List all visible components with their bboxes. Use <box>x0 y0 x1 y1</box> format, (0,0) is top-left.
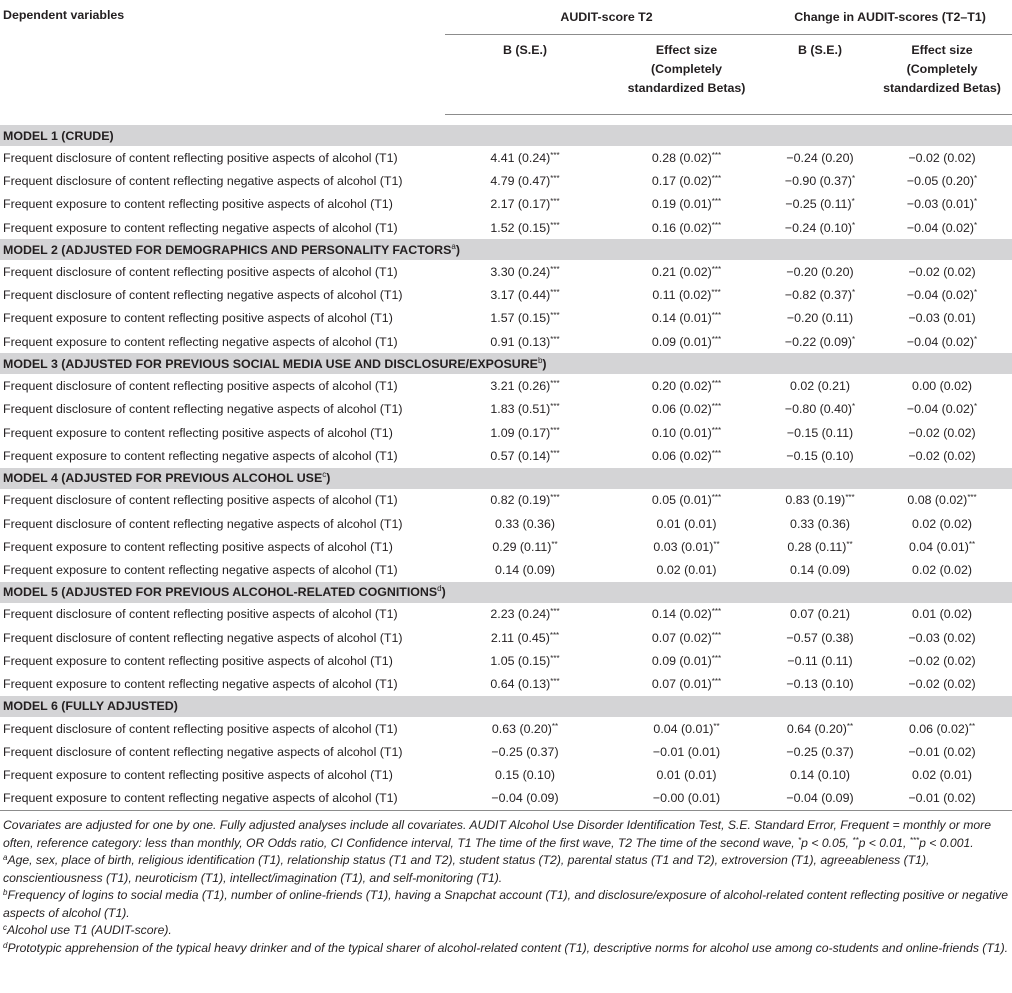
table-row <box>0 649 1012 672</box>
b-se-change-value: −0.82 (0.37)* <box>784 288 856 303</box>
b-se-value: 1.05 (0.15)*** <box>490 653 560 668</box>
significance-marker: * <box>852 173 856 183</box>
row-label: Frequent disclosure of content reflecting positive aspects of alcohol (T1) <box>3 721 398 736</box>
effect-size-value: −0.01 (0.01) <box>652 744 721 759</box>
row-label: Frequent disclosure of content reflecting negative aspects of alcohol (T1) <box>3 744 403 759</box>
b-se-value: 3.21 (0.26)*** <box>490 379 560 394</box>
model-header-row <box>0 696 1012 717</box>
effect-size-value: 0.10 (0.01)*** <box>651 425 722 440</box>
row-label: Frequent disclosure of content reflecting positive aspects of alcohol (T1) <box>3 607 398 622</box>
change-audit-header: Change in AUDIT-scores (T2–T1) <box>768 0 1012 35</box>
b-se-change-value: −0.24 (0.10)* <box>784 220 856 235</box>
row-label: Frequent disclosure of content reflecting negative aspects of alcohol (T1) <box>3 288 403 303</box>
model-header-row <box>0 125 1012 146</box>
table-row <box>0 764 1012 787</box>
significance-marker: * <box>974 334 978 344</box>
table-footnotes <box>0 811 1012 957</box>
row-label: Frequent disclosure of content reflecting positive aspects of alcohol (T1) <box>3 150 398 165</box>
significance-marker: *** <box>711 311 722 321</box>
effect-size-change-value: −0.02 (0.02) <box>908 425 976 440</box>
b-se-change-value: 0.28 (0.11)** <box>787 539 853 554</box>
effect-size-change-value: −0.02 (0.02) <box>908 448 976 463</box>
row-label: Frequent exposure to content reflecting positive aspects of alcohol (T1) <box>3 539 393 554</box>
effect-size-header-1: Effect size (Completely standardized Betas) <box>605 35 768 115</box>
significance-marker: *** <box>711 173 722 183</box>
audit-score-t2-header: AUDIT-score T2 <box>445 0 768 35</box>
footnote-d: $^d$Prototypic apprehension of the typical heavy drinker and of the typical sharer of alcohol-related content (T1), descriptive norms for alcohol use among co-students and online-friends (T1). <box>3 940 1009 955</box>
b-se-change-value: −0.25 (0.11)* <box>785 197 855 212</box>
significance-marker: *** <box>549 630 560 640</box>
significance-marker: *** <box>550 653 560 663</box>
effect-size-value: 0.07 (0.02)*** <box>651 630 722 645</box>
significance-marker: *** <box>711 630 722 640</box>
b-se-value: 0.82 (0.19)*** <box>490 493 560 508</box>
model-title: MODEL 4 (ADJUSTED FOR PREVIOUS ALCOHOL USE$^c$) <box>0 468 1012 489</box>
significance-marker: ** <box>968 539 976 549</box>
significance-marker: *** <box>711 677 722 687</box>
table-row <box>0 260 1012 283</box>
table-row <box>0 787 1012 811</box>
effect-size-change-value: −0.04 (0.02)* <box>906 402 978 417</box>
b-se-change-value: −0.13 (0.10) <box>786 677 854 692</box>
table-row <box>0 626 1012 649</box>
b-se-header-2: B (S.E.) <box>768 35 872 115</box>
table-row <box>0 740 1012 763</box>
model-title: MODEL 2 (ADJUSTED FOR DEMOGRAPHICS AND PERSONALITY FACTORS$^a$) <box>0 239 1012 260</box>
significance-marker: *** <box>550 402 560 412</box>
b-se-value: 0.15 (0.10) <box>495 768 555 783</box>
table-row <box>0 512 1012 535</box>
b-se-change-value: −0.80 (0.40)* <box>784 402 856 417</box>
significance-marker: *** <box>711 653 722 663</box>
significance-marker: *** <box>550 448 560 458</box>
b-se-change-value: −0.20 (0.20) <box>786 264 854 279</box>
b-se-change-value: 0.02 (0.21) <box>790 379 850 394</box>
effect-size-change-value: 0.02 (0.02) <box>912 516 972 531</box>
significance-marker: ** <box>551 721 559 731</box>
effect-size-value: 0.01 (0.01) <box>656 768 717 783</box>
effect-size-change-value: −0.02 (0.02) <box>908 264 976 279</box>
effect-size-value: 0.07 (0.01)*** <box>651 677 722 692</box>
row-label: Frequent exposure to content reflecting negative aspects of alcohol (T1) <box>3 677 398 692</box>
table-row <box>0 558 1012 581</box>
b-se-value: 0.57 (0.14)*** <box>490 448 560 463</box>
significance-marker: *** <box>711 150 722 160</box>
effect-size-change-value: −0.03 (0.01) <box>908 311 976 326</box>
b-se-change-value: −0.11 (0.11) <box>787 653 853 668</box>
b-se-value: 4.41 (0.24)*** <box>490 150 560 165</box>
model-header-row <box>0 353 1012 374</box>
row-label: Frequent exposure to content reflecting negative aspects of alcohol (T1) <box>3 220 398 235</box>
effect-size-value: 0.03 (0.01)** <box>653 539 720 554</box>
effect-size-value: 0.16 (0.02)*** <box>651 220 722 235</box>
b-se-value: −0.25 (0.37) <box>491 744 559 759</box>
b-se-value: −0.04 (0.09) <box>445 787 605 811</box>
b-se-change-value: −0.57 (0.38) <box>786 630 854 645</box>
effect-size-change-value: 0.08 (0.02)*** <box>907 493 977 508</box>
significance-marker: *** <box>550 264 560 274</box>
effect-size-value: 0.09 (0.01)*** <box>651 334 722 349</box>
table-row <box>0 146 1012 169</box>
row-label: Frequent exposure to content reflecting negative aspects of alcohol (T1) <box>3 334 398 349</box>
b-se-value: 3.30 (0.24)*** <box>490 264 560 279</box>
b-se-header-1: B (S.E.) <box>445 35 605 115</box>
significance-marker: *** <box>550 150 560 160</box>
row-label: Frequent disclosure of content reflecting positive aspects of alcohol (T1) <box>3 379 398 394</box>
table-row <box>0 374 1012 397</box>
significance-marker: *** <box>711 379 722 389</box>
b-se-value: 2.11 (0.45)*** <box>490 630 560 645</box>
model-title: MODEL 3 (ADJUSTED FOR PREVIOUS SOCIAL MEDIA USE AND DISCLOSURE/EXPOSURE$^b$) <box>0 353 1012 374</box>
effect-size-value: 0.05 (0.01)*** <box>651 493 722 508</box>
dependent-variables-header: Dependent variables <box>3 8 125 22</box>
table-row <box>0 398 1012 421</box>
effect-size-change-value: −0.03 (0.01)* <box>906 197 978 212</box>
significance-marker: * <box>852 288 856 298</box>
b-se-value: 3.17 (0.44)*** <box>490 288 560 303</box>
row-label: Frequent exposure to content reflecting positive aspects of alcohol (T1) <box>3 425 393 440</box>
row-label: Frequent disclosure of content reflecting positive aspects of alcohol (T1) <box>3 493 398 508</box>
header-row-groups <box>0 0 1012 35</box>
b-se-value: 0.63 (0.20)** <box>491 721 559 736</box>
significance-marker: *** <box>550 220 560 230</box>
effect-size-value: 0.19 (0.01)*** <box>651 197 722 212</box>
effect-size-change-value: −0.01 (0.02) <box>908 744 976 759</box>
significance-marker: *** <box>711 288 721 298</box>
model-header-row <box>0 582 1012 603</box>
significance-marker: ** <box>846 539 853 549</box>
effect-size-value: 0.11 (0.02)*** <box>652 288 721 303</box>
significance-marker: *** <box>550 677 560 687</box>
significance-marker: ** <box>846 721 854 731</box>
significance-marker: *** <box>711 197 722 207</box>
footnote-main: Covariates are adjusted for one by one. Fully adjusted analyses include all covariates. AUDIT Alcohol Use Disorder Identification Test, S.E. Standard Error, Frequent = monthly or more often, reference category: less than monthly, OR Odds ratio, CI Confidence interval, T1 The time of the first wave, T2 The time of the second wave, *p < 0.05, **p < 0.01, ***p < 0.001. <box>3 818 992 850</box>
row-label: Frequent exposure to content reflecting negative aspects of alcohol (T1) <box>3 563 398 578</box>
b-se-change-value: 0.64 (0.20)** <box>786 721 854 736</box>
b-se-change-value: 0.07 (0.21) <box>790 607 850 622</box>
effect-size-change-value: −0.04 (0.02)* <box>906 220 978 235</box>
b-se-value: 0.64 (0.13)*** <box>490 677 560 692</box>
significance-marker: *** <box>711 334 722 344</box>
table-row <box>0 603 1012 626</box>
b-se-change-value: −0.04 (0.09) <box>768 787 872 811</box>
effect-size-change-value: 0.02 (0.01) <box>912 768 972 783</box>
significance-marker: * <box>974 197 978 207</box>
table-row <box>0 421 1012 444</box>
significance-marker: *** <box>711 220 722 230</box>
significance-marker: ** <box>713 539 720 549</box>
b-se-value: 1.52 (0.15)*** <box>490 220 560 235</box>
effect-size-value: 0.06 (0.02)*** <box>651 448 722 463</box>
effect-size-value: 0.21 (0.02)*** <box>651 264 722 279</box>
table-row <box>0 193 1012 216</box>
effect-size-change-value: 0.02 (0.02) <box>912 563 972 578</box>
row-label: Frequent disclosure of content reflecting positive aspects of alcohol (T1) <box>3 264 398 279</box>
row-label: Frequent exposure to content reflecting positive aspects of alcohol (T1) <box>3 768 393 783</box>
b-se-change-value: −0.22 (0.09)* <box>784 334 856 349</box>
b-se-change-value: −0.15 (0.10) <box>786 448 854 463</box>
significance-marker: *** <box>550 197 560 207</box>
row-label: Frequent exposure to content reflecting positive aspects of alcohol (T1) <box>3 311 393 326</box>
effect-size-change-value: −0.02 (0.02) <box>908 150 976 165</box>
effect-size-value: 0.28 (0.02)*** <box>651 150 722 165</box>
effect-size-change-value: 0.06 (0.02)** <box>908 721 976 736</box>
table-row <box>0 216 1012 239</box>
effect-size-value: 0.06 (0.02)*** <box>651 402 722 417</box>
significance-marker: *** <box>550 607 560 617</box>
row-label: Frequent exposure to content reflecting positive aspects of alcohol (T1) <box>3 197 393 212</box>
table-row <box>0 330 1012 353</box>
b-se-change-value: −0.90 (0.37)* <box>784 173 856 188</box>
b-se-value: 0.14 (0.09) <box>495 563 555 578</box>
b-se-change-value: −0.25 (0.37) <box>786 744 854 759</box>
model-title: MODEL 1 (CRUDE) <box>0 125 1012 146</box>
effect-size-change-value: 0.01 (0.02) <box>912 607 972 622</box>
effect-size-value: 0.09 (0.01)*** <box>651 653 722 668</box>
effect-size-change-value: −0.05 (0.20)* <box>906 173 978 188</box>
row-label: Frequent disclosure of content reflecting negative aspects of alcohol (T1) <box>3 516 403 531</box>
row-label: Frequent exposure to content reflecting negative aspects of alcohol (T1) <box>0 787 445 811</box>
row-label: Frequent exposure to content reflecting positive aspects of alcohol (T1) <box>3 653 393 668</box>
table-row <box>0 169 1012 192</box>
significance-marker: * <box>974 173 978 183</box>
significance-marker: *** <box>550 334 560 344</box>
b-se-change-value: 0.14 (0.10) <box>790 768 850 783</box>
b-se-change-value: −0.24 (0.20) <box>786 150 854 165</box>
b-se-change-value: 0.33 (0.36) <box>790 516 850 531</box>
row-label: Frequent disclosure of content reflecting negative aspects of alcohol (T1) <box>3 402 403 417</box>
effect-size-value: 0.14 (0.02)*** <box>651 607 722 622</box>
significance-marker: *** <box>711 264 722 274</box>
b-se-value: 0.91 (0.13)*** <box>490 334 560 349</box>
significance-marker: * <box>852 402 856 412</box>
effect-size-change-value: −0.04 (0.02)* <box>906 288 978 303</box>
significance-marker: ** <box>551 539 558 549</box>
table-row <box>0 444 1012 467</box>
model-title: MODEL 5 (ADJUSTED FOR PREVIOUS ALCOHOL-RELATED COGNITIONS$^d$) <box>0 582 1012 603</box>
model-header-row <box>0 239 1012 260</box>
significance-marker: *** <box>711 607 722 617</box>
row-label: Frequent exposure to content reflecting negative aspects of alcohol (T1) <box>3 448 398 463</box>
row-label: Frequent disclosure of content reflecting negative aspects of alcohol (T1) <box>3 630 403 645</box>
significance-marker: * <box>974 220 978 230</box>
significance-marker: * <box>851 197 855 207</box>
effect-size-change-value: 0.04 (0.01)** <box>908 539 976 554</box>
b-se-value: 1.57 (0.15)*** <box>490 311 560 326</box>
table-row <box>0 283 1012 306</box>
effect-size-change-value: 0.00 (0.02) <box>912 379 972 394</box>
significance-marker: *** <box>550 493 560 503</box>
effect-size-value: 0.04 (0.01)** <box>653 721 720 736</box>
b-se-value: 1.83 (0.51)*** <box>490 402 560 417</box>
significance-marker: *** <box>711 425 722 435</box>
significance-marker: *** <box>711 448 722 458</box>
b-se-value: 0.33 (0.36) <box>495 516 555 531</box>
b-se-change-value: 0.14 (0.09) <box>790 563 850 578</box>
significance-marker: *** <box>711 402 722 412</box>
table-row <box>0 307 1012 330</box>
significance-marker: *** <box>967 493 977 503</box>
b-se-value: 1.09 (0.17)*** <box>490 425 560 440</box>
b-se-change-value: −0.15 (0.11) <box>786 425 854 440</box>
b-se-value: 2.23 (0.24)*** <box>490 607 560 622</box>
model-header-row <box>0 468 1012 489</box>
significance-marker: * <box>974 402 978 412</box>
footnote-b: $^b$Frequency of logins to social media (T1), number of online-friends (T1), having a Snapchat account (T1), and disclosure/exposure of alcohol-related content reflecting positive or negative aspects of alcohol (T1). <box>3 888 1009 920</box>
effect-size-value: 0.14 (0.01)*** <box>651 311 722 326</box>
significance-marker: ** <box>713 721 720 731</box>
significance-marker: *** <box>550 425 560 435</box>
significance-marker: * <box>852 334 856 344</box>
b-se-value: 0.29 (0.11)** <box>492 539 558 554</box>
effect-size-change-value: −0.01 (0.02) <box>872 787 1012 811</box>
effect-size-value: 0.17 (0.02)*** <box>651 173 722 188</box>
significance-marker: *** <box>550 379 560 389</box>
table-row <box>0 673 1012 696</box>
effect-size-change-value: −0.02 (0.02) <box>908 677 976 692</box>
footnote-c: $^c$Alcohol use T1 (AUDIT-score). <box>3 923 172 938</box>
effect-size-change-value: −0.04 (0.02)* <box>906 334 978 349</box>
significance-marker: *** <box>845 493 855 503</box>
row-label: Frequent disclosure of content reflecting negative aspects of alcohol (T1) <box>3 173 403 188</box>
b-se-value: 4.79 (0.47)*** <box>490 173 560 188</box>
effect-size-value: −0.00 (0.01) <box>605 787 768 811</box>
effect-size-change-value: −0.03 (0.02) <box>908 630 976 645</box>
b-se-change-value: −0.20 (0.11) <box>786 311 854 326</box>
effect-size-value: 0.01 (0.01) <box>656 516 717 531</box>
model-title: MODEL 6 (FULLY ADJUSTED) <box>0 696 1012 717</box>
significance-marker: ** <box>968 721 976 731</box>
effect-size-header-2: Effect size (Completely standardized Betas) <box>872 35 1012 115</box>
effect-size-value: 0.20 (0.02)*** <box>651 379 722 394</box>
table-row <box>0 489 1012 512</box>
significance-marker: *** <box>550 288 560 298</box>
significance-marker: *** <box>550 173 560 183</box>
significance-marker: *** <box>711 493 722 503</box>
footnote-a: $^a$Age, sex, place of birth, religious identification (T1), relationship status (T1 and T2), student status (T2), parental status (T1 and T2), extroversion (T1), agreeableness (T1), conscientiousness (T1), neuroticism (T1), intellect/imagination (T1), and self-monitoring (T1). <box>3 853 930 885</box>
significance-marker: *** <box>550 311 560 321</box>
table-row <box>0 535 1012 558</box>
b-se-change-value: 0.83 (0.19)*** <box>785 493 855 508</box>
b-se-value: 2.17 (0.17)*** <box>490 197 560 212</box>
significance-marker: * <box>974 288 978 298</box>
table-row <box>0 717 1012 740</box>
effect-size-change-value: −0.02 (0.02) <box>908 653 976 668</box>
significance-marker: * <box>852 220 856 230</box>
effect-size-value: 0.02 (0.01) <box>656 563 717 578</box>
